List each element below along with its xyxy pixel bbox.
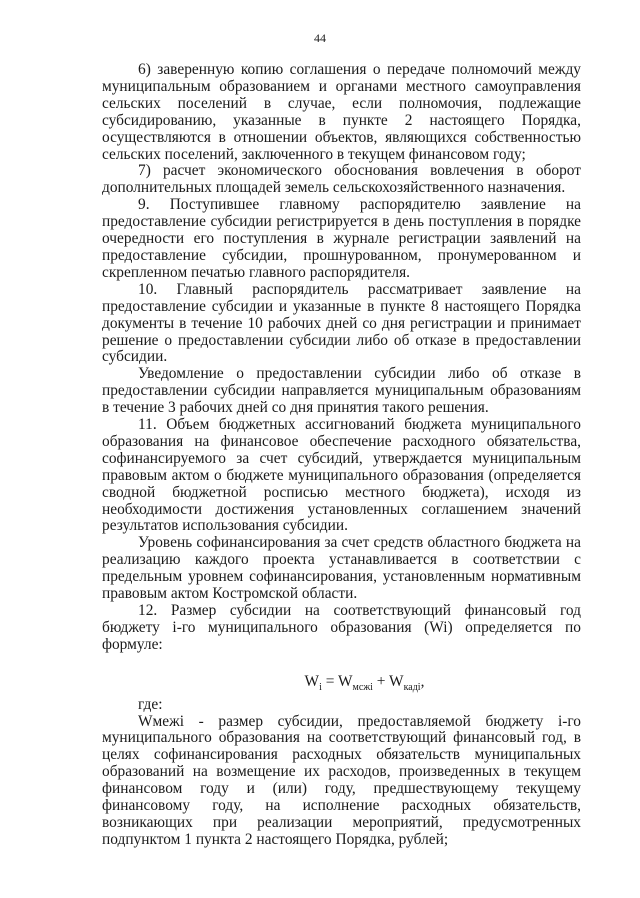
paragraph: 9. Поступившее главному распорядителю заявление на предоставление субсидии регистрируется в день поступления в порядке очередности его поступления в журнале регистрации заявлений на предоставление субсидии, прошнурованном, пронумерованном и скрепленном печатью главного распорядителя.	[102, 196, 581, 281]
formula-lhs: W	[304, 672, 320, 690]
formula	[102, 674, 581, 691]
paragraph: 12. Размер субсидии на соответствующий финансовый год бюджету i-го муниципального образования (Wi) определяется по формуле:	[102, 602, 581, 653]
formula-plus: + W	[372, 672, 404, 690]
definition-paragraph: Wмежi - размер субсидии, предоставляемой бюджету i-го муниципального образования на соответствующий финансовый год, в целях софинансирования расходных обязательств муниципальных образований на возмещение их расходов, произведенных в текущем финансовом году и (или) году, предшествующему текущему финансовому году, на исполнение расходных обязательств, возникающих при реализации мероприятий, предусмотренных подпунктом 1 пункта 2 настоящего Порядка, рублей;	[102, 712, 581, 848]
formula-eq: = W	[321, 672, 353, 690]
formula-term2-sub: кадi	[403, 681, 421, 693]
paragraph: 6) заверенную копию соглашения о передаче полномочий между муниципальным образованием и органами местного самоуправления сельских поселений в случае, если полномочия, подлежащие субсидированию, указанные в пункте 2 настоящего Порядка, осуществляются в отношении объектов, являющихся собственностью сельских поселений, заключенного в текущем финансовом году;	[102, 61, 581, 163]
formula-tail: ,	[420, 672, 425, 690]
page-number: 44	[314, 31, 326, 45]
paragraph: 10. Главный распорядитель рассматривает заявление на предоставление субсидии и указанные в пункте 8 настоящего Порядка документы в течение 10 рабочих дней со дня регистрации и принимает решение о предоставлении субсидии либо об отказе в предоставлении субсидии.	[102, 280, 581, 366]
formula-lhs-sub: i	[319, 681, 322, 693]
formula-term1-sub: мсжi	[352, 681, 373, 693]
where-label: где:	[138, 695, 163, 713]
paragraph: Уровень софинансирования за счет средств областного бюджета на реализацию каждого проекта устанавливается в соответствии с предельным уровнем софинансирования, установленным нормативным правовым актом Костромской области.	[102, 534, 581, 603]
paragraph: 7) расчет экономического обоснования вовлечения в оборот дополнительных площадей земель сельскохозяйственного назначения.	[102, 162, 581, 197]
paragraph: 11. Объем бюджетных ассигнований бюджета муниципального образования на финансовое обеспечение расходного обязательства, софинансируемого за счет субсидий, утверждается муниципальным правовым актом о бюджете муниципального образования (определяется сводной бюджетной росписью местного бюджета), исходя из необходимости достижения установленных соглашением значений результатов использования субсидии.	[102, 416, 581, 535]
document-body	[102, 62, 581, 849]
paragraph: Уведомление о предоставлении субсидии либо об отказе в предоставлении субсидии направляется муниципальным образованиям в течение 3 рабочих дней со дня принятия такого решения.	[102, 365, 581, 417]
